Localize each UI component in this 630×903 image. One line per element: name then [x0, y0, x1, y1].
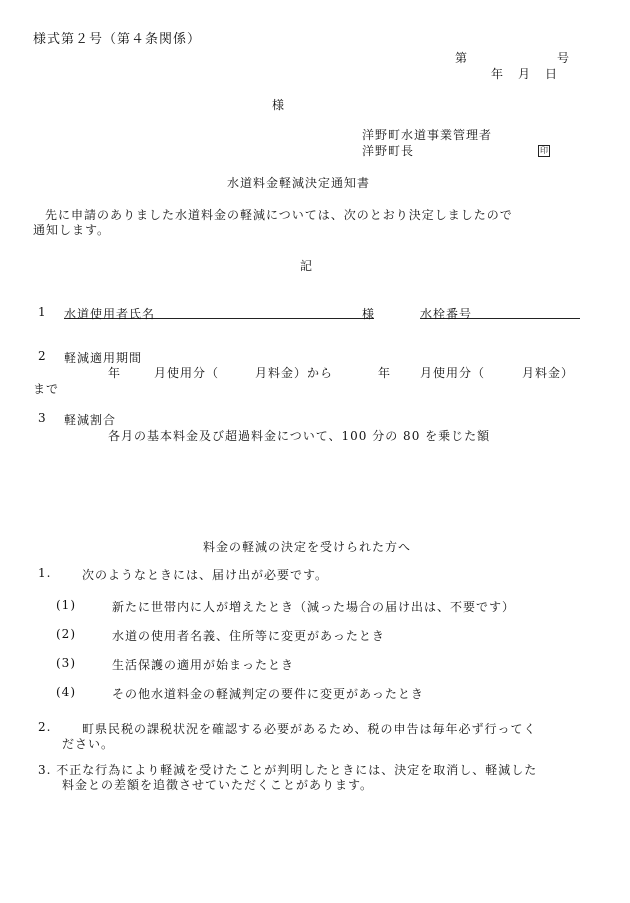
date-year: 年 [491, 67, 505, 81]
item3-number: 3 [38, 411, 47, 425]
intro-line2: 通知します。 [33, 223, 111, 237]
seal-mark [538, 142, 550, 157]
notice2-line1: 町県民税の課税状況を確認する必要があるため、税の申告は毎年必ず行ってく [82, 722, 537, 736]
form-number: 様式第２号（第４条関係） [33, 32, 202, 47]
notice1-text: 次のようなときには、届け出が必要です。 [82, 568, 329, 582]
period-end-year: 年 [378, 366, 392, 380]
period-end-rate: 月料金） [522, 366, 575, 380]
item3-label: 軽減割合 [64, 413, 117, 427]
notice2-number: 2. [38, 720, 52, 734]
reduction-rate-text: 各月の基本料金及び超過料金について、100 分の 80 を乗じた額 [108, 429, 491, 443]
sub3-number: (3) [56, 656, 76, 670]
intro-line1: 先に申請のありました水道料金の軽減については、次のとおり決定しましたので [45, 208, 513, 222]
issuer-line2: 洋野町長 [362, 144, 415, 158]
item2-number: 2 [38, 349, 47, 363]
date-month: 月 [518, 67, 532, 81]
meter-number-label: 水栓番号 [420, 307, 473, 321]
sub2-text: 水道の使用者名義、住所等に変更があったとき [112, 629, 385, 643]
ki-heading: 記 [300, 259, 314, 273]
sub1-text: 新たに世帯内に人が増えたとき（減った場合の届け出は、不要です） [112, 600, 516, 614]
notice3-line2: 料金との差額を追徴させていただくことがあります。 [62, 778, 374, 792]
period-start-rate: 月料金）から [255, 366, 334, 380]
date-day: 日 [545, 67, 559, 81]
period-start-month: 月使用分（ [154, 366, 220, 380]
addressee-honorific: 様 [272, 98, 286, 112]
doc-number-suffix: 号 [557, 51, 571, 65]
notice2-line2: ださい。 [62, 737, 115, 751]
user-name-field [64, 305, 374, 319]
issuer-line1: 洋野町水道事業管理者 [362, 128, 493, 142]
doc-number-prefix: 第 [455, 51, 469, 65]
period-end-month: 月使用分（ [420, 366, 486, 380]
document-title: 水道料金軽減決定通知書 [227, 176, 371, 190]
sub2-number: (2) [56, 627, 76, 641]
sub4-text: その他水道料金の軽減判定の要件に変更があったとき [112, 687, 424, 701]
sub1-number: (1) [56, 598, 76, 612]
seal-icon: 印 [540, 146, 548, 155]
period-start-year: 年 [108, 366, 122, 380]
item2-label: 軽減適用期間 [64, 351, 143, 365]
meter-number-field [420, 305, 580, 319]
notice3-line1: 3. 不正な行為により軽減を受けたことが判明したときには、決定を取消し、軽減した [38, 763, 538, 777]
period-until: まで [33, 382, 60, 396]
notice1-number: 1. [38, 566, 52, 580]
item1-number: 1 [38, 305, 47, 319]
notice-title: 料金の軽減の決定を受けられた方へ [203, 540, 412, 554]
item1-label: 水道使用者氏名 [64, 307, 156, 321]
item1-honorific: 様 [362, 307, 376, 321]
sub3-text: 生活保護の適用が始まったとき [112, 658, 295, 672]
sub4-number: (4) [56, 685, 76, 699]
